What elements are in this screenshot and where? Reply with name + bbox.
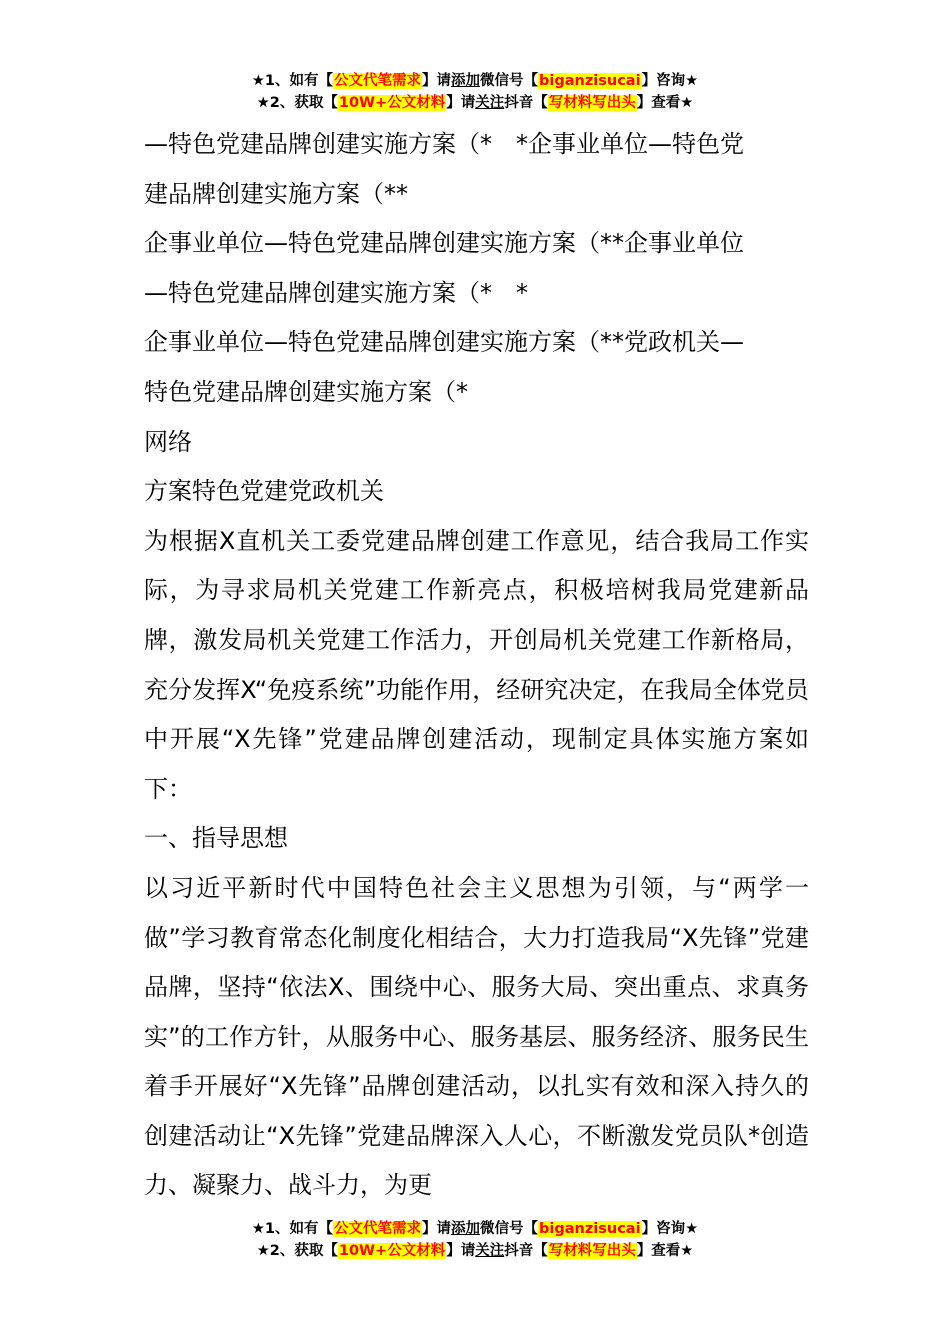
body-line: 网络: [144, 427, 192, 456]
banner-highlight: 公文代笔需求: [334, 1221, 422, 1237]
banner-line-2: [0, 1240, 950, 1262]
body-line: 方案特色党建党政机关: [144, 477, 384, 506]
banner-highlight: 公文代笔需求: [334, 73, 422, 89]
banner-text: 】查看★: [636, 1243, 694, 1259]
body-line: 特色党建品牌创建实施方案（*: [144, 377, 468, 406]
document-body: [144, 120, 809, 1211]
banner-text: ★2、获取【: [256, 1243, 338, 1259]
header-banner: [0, 70, 950, 114]
banner-underlined: 添加: [451, 1221, 481, 1237]
banner-highlight: 写材料写出头: [548, 1243, 636, 1259]
banner-text: 微信号【: [480, 1221, 539, 1237]
intro-paragraph: 为根据X直机关工委党建品牌创建工作意见，结合我局工作实际，为寻求局机关党建工作新亮点，积极培树我局党建新品牌，激发局机关党建工作活力，开创局机关党建工作新格局，充分发挥X“免疫系统”功能作用，经研究决定，在我局全体党员中开展“X先锋”党建品牌创建活动，现制定具体实施方案如下：: [144, 526, 809, 803]
banner-highlight: biganzisucai: [539, 1221, 641, 1237]
banner-text: 】查看★: [636, 95, 694, 111]
banner-text: 】咨询★: [641, 1221, 699, 1237]
footer-banner: [0, 1218, 950, 1262]
banner-text: 抖音【: [504, 95, 548, 111]
banner-line-1: [0, 70, 950, 92]
banner-highlight: 写材料写出头: [548, 95, 636, 111]
banner-highlight: 10W+公文材料: [338, 1243, 446, 1259]
banner-text: ★1、如有【: [251, 73, 334, 89]
banner-text: 】请: [446, 1243, 476, 1259]
banner-line-1: [0, 1218, 950, 1240]
banner-text: 】请: [446, 95, 476, 111]
body-line: 企事业单位—特色党建品牌创建实施方案（**党政机关—: [144, 328, 744, 357]
banner-line-2: [0, 92, 950, 114]
banner-text: 】咨询★: [641, 73, 699, 89]
banner-text: 微信号【: [480, 73, 539, 89]
banner-underlined: 关注: [475, 1243, 505, 1259]
body-line: 企事业单位—特色党建品牌创建实施方案（**企事业单位: [144, 229, 744, 258]
banner-text: 】请: [422, 73, 452, 89]
banner-highlight: biganzisucai: [539, 73, 641, 89]
banner-text: 】请: [422, 1221, 452, 1237]
body-line: —特色党建品牌创建实施方案（* *企事业单位—特色党: [144, 130, 744, 158]
body-line: 建品牌创建实施方案（**: [144, 179, 408, 208]
banner-underlined: 添加: [451, 73, 481, 89]
body-line: —特色党建品牌创建实施方案（* *: [144, 278, 528, 307]
banner-text: 抖音【: [504, 1243, 548, 1259]
banner-underlined: 关注: [475, 95, 505, 111]
banner-text: ★2、获取【: [256, 95, 338, 111]
banner-highlight: 10W+公文材料: [338, 95, 446, 111]
section-paragraph: 以习近平新时代中国特色社会主义思想为引领，与“两学一做”学习教育常态化制度化相结合，大力打造我局“X先锋”党建品牌，坚持“依法X、围绕中心、服务大局、突出重点、求真务实”的工作方针，从服务中心、服务基层、服务经济、服务民生着手开展好“X先锋”品牌创建活动，以扎实有效和深入持久的创建活动让“X先锋”党建品牌深入人心，不断激发党员队*创造力、凝聚力、战斗力，为更: [144, 873, 809, 1200]
banner-text: ★1、如有【: [251, 1221, 334, 1237]
section-heading: 一、指导思想: [144, 824, 288, 853]
